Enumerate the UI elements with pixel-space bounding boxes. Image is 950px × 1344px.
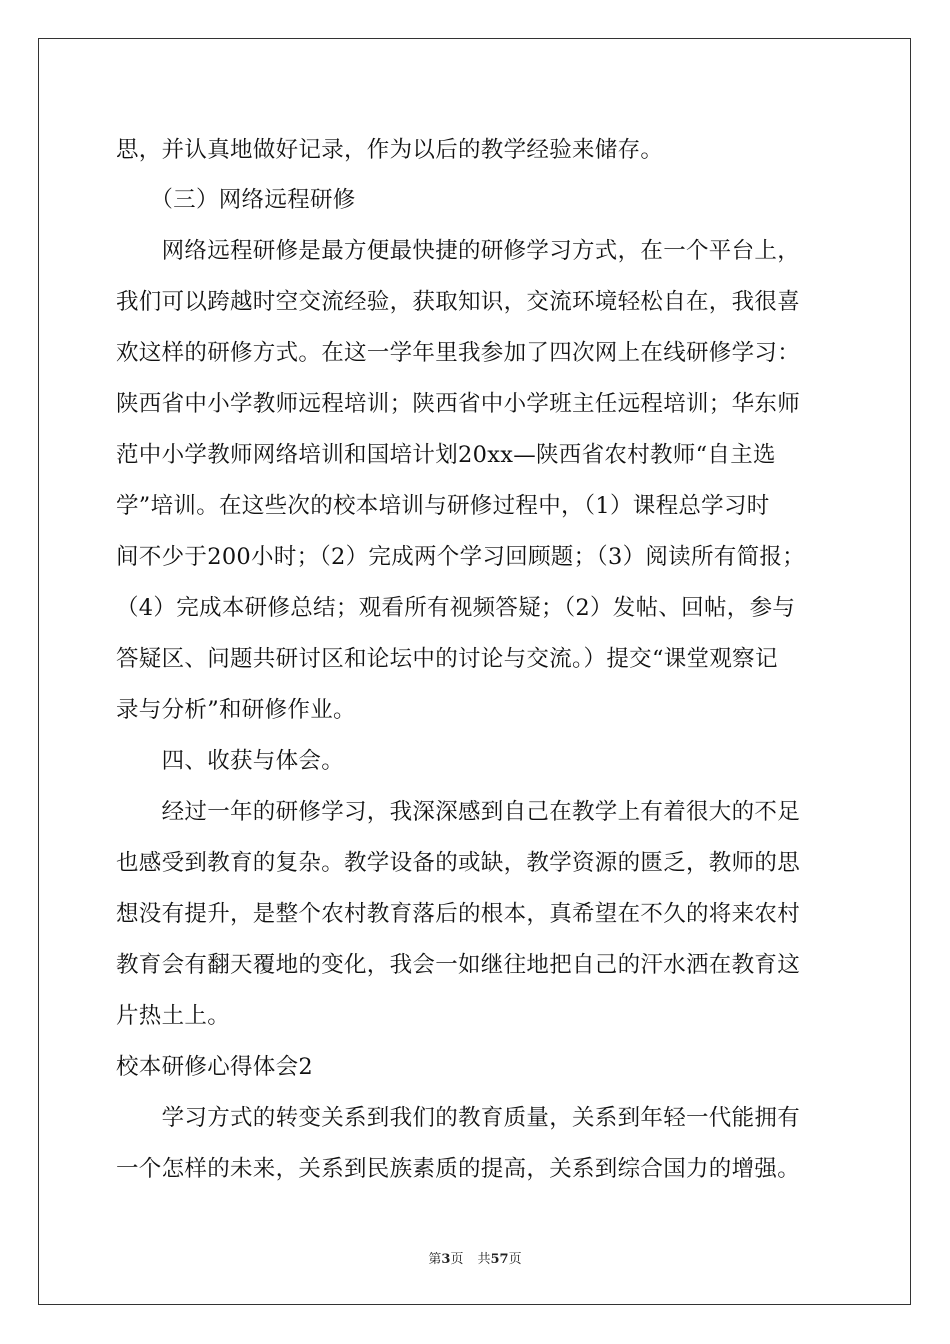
body-line-9: 间不少于200小时；（2）完成两个学习回顾题；（3）阅读所有简报； xyxy=(116,544,805,570)
section-heading-harvest: 四、收获与体会。 xyxy=(116,748,345,774)
body-line-18: 片热土上。 xyxy=(116,1003,231,1029)
footer-page-suffix: 页 xyxy=(450,1252,464,1267)
body-line-6: 陕西省中小学教师远程培训；陕西省中小学班主任远程培训；华东师 xyxy=(116,391,801,417)
footer-total-pages: 57 xyxy=(490,1252,509,1267)
body-line-20: 学习方式的转变关系到我们的教育质量，关系到年轻一代能拥有 xyxy=(116,1105,801,1131)
body-line-7: 范中小学教师网络培训和国培计划20xx—陕西省农村教师“自主选 xyxy=(116,442,776,468)
body-line-17: 教育会有翻天覆地的变化，我会一如继往地把自己的汗水洒在教育这 xyxy=(116,952,801,978)
body-line-16: 想没有提升，是整个农村教育落后的根本，真希望在不久的将来农村 xyxy=(116,901,801,927)
footer-page-prefix: 第 xyxy=(428,1252,442,1267)
body-line-10: （4）完成本研修总结；观看所有视频答疑；（2）发帖、回帖，参与 xyxy=(116,595,796,621)
body-line-8: 学”培训。在这些次的校本培训与研修过程中，（1）课程总学习时 xyxy=(116,493,770,519)
body-line-12: 录与分析”和研修作业。 xyxy=(116,697,356,723)
footer-page-number: 3 xyxy=(441,1252,451,1267)
footer-total-suffix: 页 xyxy=(508,1252,522,1267)
body-line-1: 思，并认真地做好记录，作为以后的教学经验来储存。 xyxy=(116,137,664,163)
body-line-21: 一个怎样的未来，关系到民族素质的提高，关系到综合国力的增强。 xyxy=(116,1156,801,1182)
body-line-11: 答疑区、问题共研讨区和论坛中的讨论与交流。）提交“课堂观察记 xyxy=(116,646,778,672)
page-footer xyxy=(0,1248,950,1267)
body-line-4: 我们可以跨越时空交流经验，获取知识，交流环境轻松自在，我很喜 xyxy=(116,289,801,315)
body-line-3: 网络远程研修是最方便最快捷的研修学习方式，在一个平台上， xyxy=(116,238,801,264)
footer-total-prefix: 共 xyxy=(477,1252,491,1267)
body-line-14: 经过一年的研修学习，我深深感到自己在教学上有着很大的不足 xyxy=(116,799,801,825)
body-line-15: 也感受到教育的复杂。教学设备的或缺，教学资源的匮乏，教师的思 xyxy=(116,850,801,876)
body-line-5: 欢这样的研修方式。在这一学年里我参加了四次网上在线研修学习： xyxy=(116,340,801,366)
section-heading-online-training: （三）网络远程研修 xyxy=(116,187,356,213)
article-title-2: 校本研修心得体会2 xyxy=(116,1054,314,1080)
